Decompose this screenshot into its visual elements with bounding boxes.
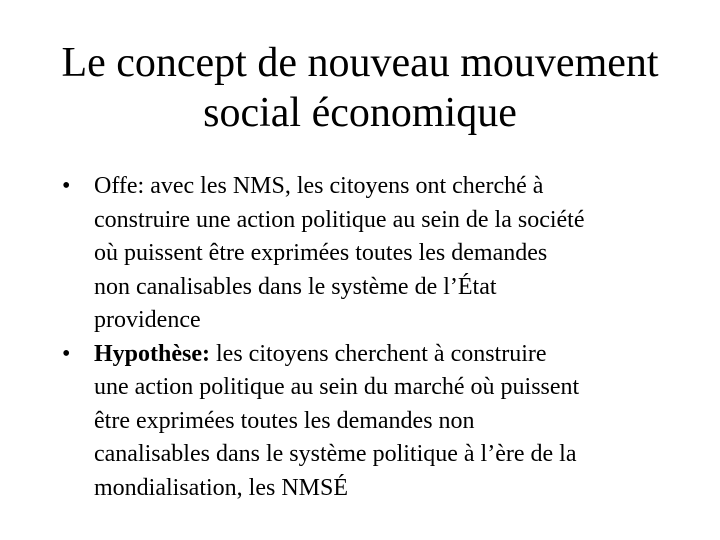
bullet-1-line-3: où puissent être exprimées toutes les demandes	[94, 240, 548, 266]
slide-title-line-2: social économique	[203, 90, 517, 136]
bullet-list	[58, 170, 698, 505]
bullet-2-line-2: une action politique au sein du marché où puissent	[94, 374, 580, 400]
bullet-item-hypothese	[58, 338, 698, 506]
bullet-dot-icon: •	[62, 340, 71, 367]
bullet-1-text: Offe: avec les NMS, les citoyens ont cherché à	[94, 173, 544, 199]
bullet-1-line-2: construire une action politique au sein de la société	[94, 206, 585, 233]
bullet-1-line-5: providence	[94, 307, 201, 333]
bullet-2-lead: Hypothèse:	[94, 340, 210, 367]
bullet-1-line-4: non canalisables dans le système de l’État	[94, 273, 497, 300]
bullet-dot-icon: •	[62, 173, 71, 199]
bullet-2-line-5: mondialisation, les NMSÉ	[94, 474, 348, 501]
bullet-2-line-1	[94, 338, 698, 372]
bullet-2-line-3: être exprimées toutes les demandes non	[94, 407, 475, 434]
bullet-item-offe	[58, 170, 698, 338]
bullet-2-line-4: canalisables dans le système politique à l’ère de la	[94, 441, 577, 467]
slide-title-line-1: Le concept de nouveau mouvement	[61, 40, 659, 86]
bullet-1-line-1	[94, 170, 698, 204]
bullet-2-text: les citoyens cherchent à construire	[210, 340, 547, 367]
slide-title	[20, 38, 700, 138]
